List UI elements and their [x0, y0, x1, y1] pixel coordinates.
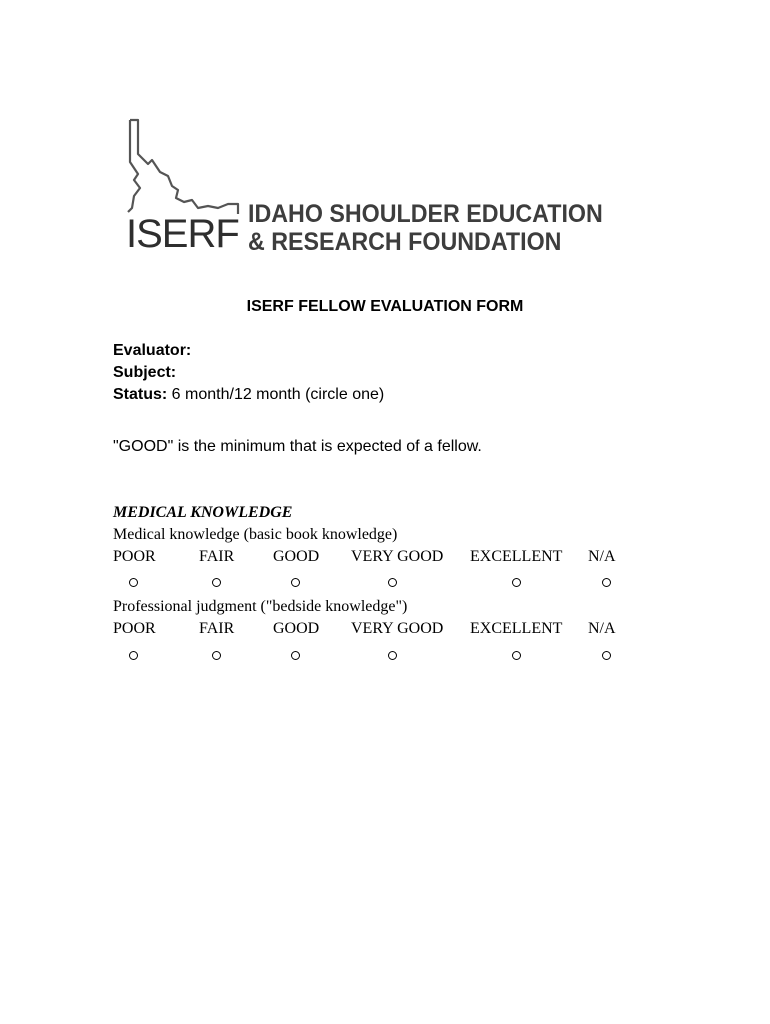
- subject-field: [113, 364, 176, 382]
- scale-label-fair: FAIR: [199, 620, 235, 637]
- form-title: ISERF FELLOW EVALUATION FORM: [246, 298, 524, 315]
- logo-org-line-1: IDAHO SHOULDER EDUCATION: [248, 200, 603, 228]
- radio-fair[interactable]: [212, 578, 221, 587]
- scale-label-very-good: VERY GOOD: [351, 620, 444, 637]
- scale-label-good: GOOD: [273, 548, 320, 565]
- radio-fair[interactable]: [212, 651, 221, 660]
- logo-org-line-2: & RESEARCH FOUNDATION: [248, 228, 562, 256]
- radio-excellent[interactable]: [512, 578, 521, 587]
- scale-label-excellent: EXCELLENT: [470, 620, 563, 637]
- question-label: Professional judgment ("bedside knowledge"): [113, 598, 408, 615]
- evaluator-label: Evaluator:: [113, 342, 192, 359]
- subject-label: Subject:: [113, 364, 177, 381]
- scale-label-na: N/A: [588, 548, 616, 565]
- scale-label-good: GOOD: [273, 620, 320, 637]
- evaluation-note: "GOOD" is the minimum that is expected of a fellow.: [113, 438, 482, 455]
- radio-poor[interactable]: [129, 651, 138, 660]
- radio-na[interactable]: [602, 578, 611, 587]
- iserf-logo: [122, 116, 662, 261]
- logo-acronym: ISERF: [126, 212, 239, 256]
- radio-good[interactable]: [291, 578, 300, 587]
- evaluator-field: [113, 342, 191, 360]
- status-options: 6 month/12 month (circle one): [167, 386, 385, 403]
- radio-very-good[interactable]: [388, 578, 397, 587]
- scale-label-poor: POOR: [113, 548, 156, 565]
- radio-good[interactable]: [291, 651, 300, 660]
- radio-poor[interactable]: [129, 578, 138, 587]
- status-field: [113, 386, 384, 404]
- question-label: Medical knowledge (basic book knowledge): [113, 526, 398, 543]
- scale-label-na: N/A: [588, 620, 616, 637]
- scale-label-fair: FAIR: [199, 548, 235, 565]
- scale-label-excellent: EXCELLENT: [470, 548, 563, 565]
- radio-excellent[interactable]: [512, 651, 521, 660]
- scale-label-very-good: VERY GOOD: [351, 548, 444, 565]
- status-label: Status:: [113, 386, 168, 403]
- scale-label-poor: POOR: [113, 620, 156, 637]
- radio-very-good[interactable]: [388, 651, 397, 660]
- section-title: MEDICAL KNOWLEDGE: [113, 504, 293, 521]
- radio-na[interactable]: [602, 651, 611, 660]
